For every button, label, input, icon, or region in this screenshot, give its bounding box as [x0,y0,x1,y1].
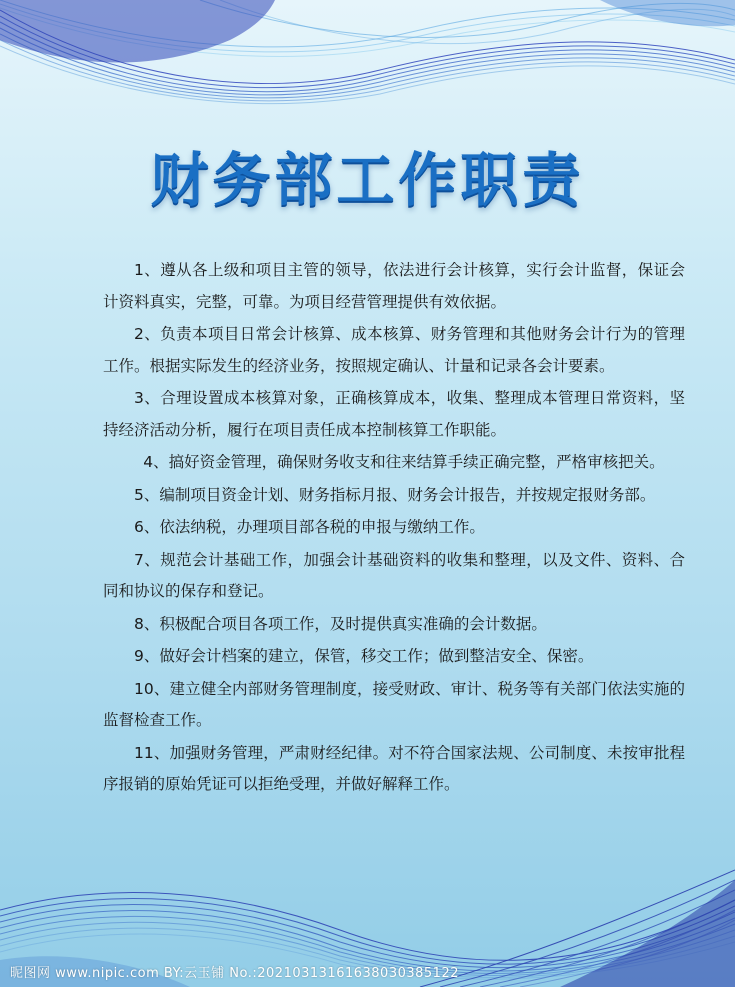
duty-item: 6、依法纳税，办理项目部各税的申报与缴纳工作。 [134,518,485,536]
watermark-text: 昵图网 www.nipic.com BY:云玉铺 No.:20210313161638030385122 [10,966,459,981]
duty-item: 10、建立健全内部财务管理制度，接受财政、审计、税务等有关部门依法实施的监督检查工作。 [103,679,685,729]
duty-item: 5、编制项目资金计划、财务指标月报、财务会计报告，并按规定报财务部。 [134,485,656,504]
duty-item: 3、合理设置成本核算对象，正确核算成本，收集、整理成本管理日常资料，坚持经济活动分析，履行在项目责任成本控制核算工作职能。 [103,389,685,439]
duty-item: 1、遵从各上级和项目主管的领导，依法进行会计核算，实行会计监督，保证会计资料真实，完整，可靠。为项目经营管理提供有效依据。 [103,261,685,311]
duty-item: 7、规范会计基础工作，加强会计基础资料的收集和整理，以及文件、资料、合同和协议的保存和登记。 [103,550,685,600]
duty-item: 4、搞好资金管理，确保财务收支和往来结算手续正确完整，严格审核把关。 [143,453,665,471]
duty-item: 2、负责本项目日常会计核算、成本核算、财务管理和其他财务会计行为的管理工作。根据实际发生的经济业务，按照规定确认、计量和记录各会计要素。 [103,325,685,375]
top-wave-decoration [0,0,735,120]
duty-list [103,255,685,801]
duty-item: 8、积极配合项目各项工作，及时提供真实准确的会计数据。 [134,614,547,633]
page-title: 财务部工作职责 [150,146,585,214]
duty-item: 9、做好会计档案的建立，保管，移交工作；做到整洁安全、保密。 [134,647,594,665]
duty-item: 11、加强财务管理，严肃财经纪律。对不符合国家法规、公司制度、未按审批程序报销的原始凭证可以拒绝受理，并做好解释工作。 [103,743,685,793]
